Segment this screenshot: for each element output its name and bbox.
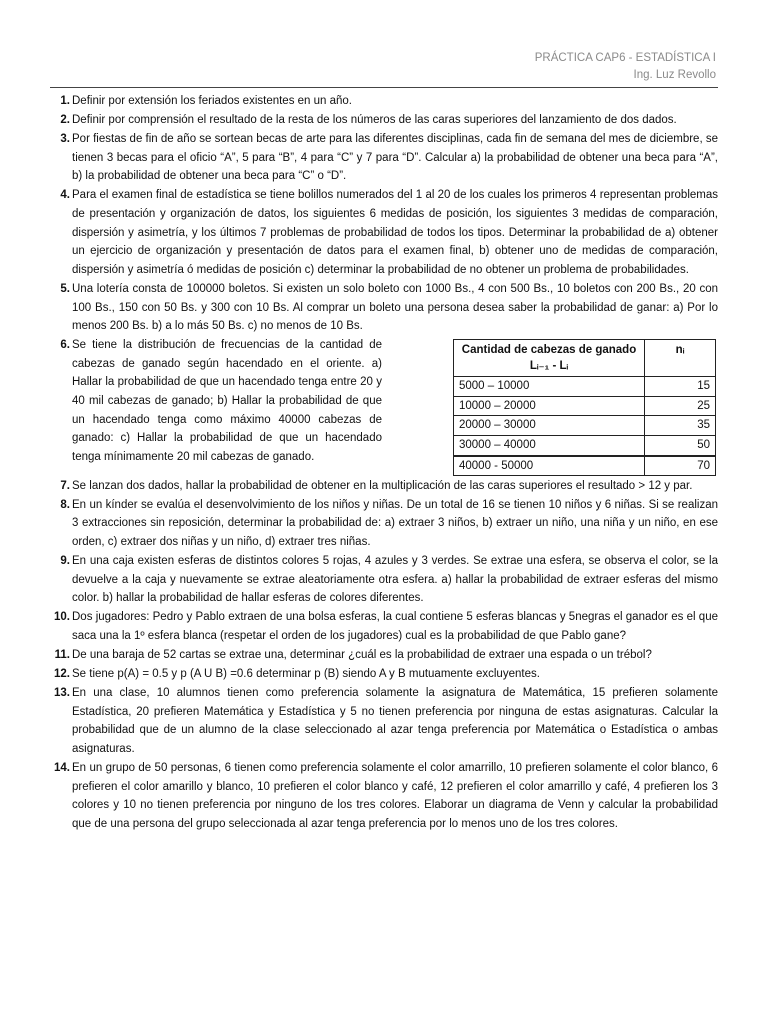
document-header (535, 50, 716, 84)
question-number: 11. (54, 649, 70, 662)
question-number: 4. (60, 189, 70, 202)
question-number: 1. (60, 95, 70, 107)
table-cell-range: 20000 – 30000 (454, 416, 645, 436)
question-1 (50, 92, 718, 111)
question-6-layout (72, 336, 718, 476)
table-row (454, 456, 716, 476)
frequency-table (453, 339, 716, 476)
question-text: Para el examen final de estadística se tiene bolillos numerados del 1 al 20 de los cuales los primeros 4 representan problemas de presentación y organización de datos, los siguientes 6 medidas de posición, los siguientes 3 medidas de comparación, dispersión y asimetría, y los últimos 7 problemas de probabilidad de todos los tipos. Determinar la probabilidad de a) obtener un ejercicio de organización y presentación de datos para el examen final, b) obtener uno de medidas de comparación, dispersión y asimetría ó medidas de posición c) determinar la probabilidad de no obtener un problema de probabilidades. (72, 189, 718, 276)
question-6 (50, 336, 718, 476)
table-cell-frequency: 70 (645, 456, 716, 476)
question-10 (50, 608, 718, 645)
table-row (454, 396, 716, 416)
question-text: En un kínder se evalúa el desenvolvimiento de los niños y niñas. De un total de 16 se tienen 10 niños y 6 niñas. Si se realizan 3 extracciones sin reposición, determinar la probabilidad de: a) extraer 3 niños, b) extraer un niño, una niña y un niño, en ese orden, c) extraer dos niñas y un niño, d) extraer tres niñas. (72, 498, 718, 548)
question-text: En una caja existen esferas de distintos colores 5 rojas, 4 azules y 3 verdes. Se extrae una esfera, se observa el color, se la devuelve a la caja y nuevamente se extrae aleatoriamente otra esfera. a) hallar la probabilidad de extraer esferas del mismo color. b) hallar la probabilidad de hallar esferas de colores diferentes. (72, 555, 718, 605)
table-header-subtitle: Lᵢ₋₁ - Lᵢ (529, 360, 569, 373)
question-4 (50, 186, 718, 279)
question-text: Por fiestas de fin de año se sortean becas de arte para las diferentes disciplinas, cada fin de semana del mes de diciembre, se tienen 3 becas para el oficio “A”, 5 para “B”, 4 para “C” y 7 para “D”. Calcular a) la probabilidad de obtener una beca para “A”, b) la probabilidad de obtener una beca para “C” o “D”. (72, 133, 718, 183)
table-header-row (454, 340, 716, 377)
table-header-range (454, 340, 645, 377)
question-14 (50, 759, 718, 833)
question-text: Definir por extensión los feriados existentes en un año. (72, 95, 352, 107)
question-text: Definir por comprensión el resultado de la resta de los números de las caras superiores del lanzamiento de dos dados. (72, 114, 677, 127)
question-text: Dos jugadores: Pedro y Pablo extraen de una bolsa esferas, la cual contiene 5 esferas blancas y 5negras el ganador es el que saca una la 1º esfera blanca (respetar el orden de los jugadores) cual es la probabilidad de que Pablo gane? (72, 611, 718, 642)
question-text: De una baraja de 52 cartas se extrae una, determinar ¿cuál es la probabilidad de extraer una espada o un trébol? (72, 649, 652, 662)
question-number: 6. (60, 339, 70, 352)
question-number: 7. (60, 479, 70, 492)
table-row (454, 436, 716, 456)
question-number: 13. (54, 687, 70, 700)
question-8 (50, 496, 718, 552)
table-cell-frequency: 15 (645, 377, 716, 397)
question-3 (50, 130, 718, 186)
question-number: 2. (60, 114, 70, 127)
table-row (454, 416, 716, 436)
question-list (50, 92, 718, 833)
question-number: 5. (60, 282, 70, 295)
course-title: PRÁCTICA CAP6 - ESTADÍSTICA I (534, 52, 716, 64)
question-number: 14. (54, 762, 70, 775)
question-text: Se lanzan dos dados, hallar la probabilidad de obtener en la multiplicación de las caras superiores el resultado > 12 y par. (72, 479, 693, 492)
question-text: Una lotería consta de 100000 boletos. Si existen un solo boleto con 1000 Bs., 4 con 500 Bs., 10 boletos con 200 Bs., 20 con 100 Bs., 150 con 50 Bs. y 300 con 10 Bs. Al comprar un boleto una persona desea saber la probabilidad de ganar: a) Por lo menos 200 Bs. b) a lo más 50 Bs. c) no menos de 10 Bs. (72, 282, 718, 333)
question-11 (50, 646, 718, 665)
question-9 (50, 552, 718, 608)
table-row (454, 377, 716, 397)
table-cell-frequency: 25 (645, 396, 716, 416)
question-number: 8. (60, 498, 70, 511)
question-number: 10. (54, 611, 70, 624)
question-12 (50, 665, 718, 684)
question-13 (50, 684, 718, 758)
table-cell-frequency: 35 (645, 416, 716, 436)
question-text: En una clase, 10 alumnos tienen como preferencia solamente la asignatura de Matemática, 15 prefieren solamente Estadística, 20 prefieren Matemática y Estadística y 5 no tienen preferencia por ninguna de estas asignaturas. Calcular la probabilidad que de un alumno de la clase seleccionado al azar tenga preferencia por Matemática o Estadística o ambas asignaturas. (72, 687, 718, 755)
question-5 (50, 280, 718, 336)
question-number: 3. (60, 133, 70, 146)
question-list-container (50, 92, 718, 834)
instructor-name: Ing. Luz Revollo (633, 69, 716, 81)
question-2 (50, 111, 718, 130)
question-number: 12. (54, 668, 70, 681)
table-cell-range: 5000 – 10000 (454, 377, 645, 397)
table-cell-frequency: 50 (645, 436, 716, 456)
question-number: 9. (60, 555, 70, 568)
table-header-title: Cantidad de cabezas de ganado (461, 344, 637, 357)
question-text: Se tiene la distribución de frecuencias de la cantidad de cabezas de ganado según hacendado en el oriente. a) Hallar la probabilidad de que un hacendado tenga entre 20 y 40 mil cabezas de ganado; b) Hallar la probabilidad de que un hacendado tenga como máximo 40000 cabezas de ganado: c) Hallar la probabilidad de que un hacendado tenga mínimamente 20 mil cabezas de ganado. (72, 339, 382, 463)
table-cell-range: 10000 – 20000 (454, 396, 645, 416)
table-cell-range: 40000 - 50000 (454, 456, 645, 476)
table-header-frequency: nᵢ (645, 340, 716, 377)
question-7 (50, 477, 718, 496)
question-text: Se tiene p(A) = 0.5 y p (A U B) =0.6 determinar p (B) siendo A y B mutuamente excluyentes. (72, 668, 540, 681)
table-cell-range: 30000 – 40000 (454, 436, 645, 456)
question-text: En un grupo de 50 personas, 6 tienen como preferencia solamente el color amarrillo, 10 prefieren solamente el color blanco, 6 prefieren el color amarillo y blanco, 10 prefieren el color blanco y café, 12 prefieren el color amarrillo y café, 4 prefieren los 3 colores y 10 no tienen preferencia por ninguno de los tres colores. Elaborar un diagrama de Venn y calcular la probabilidad que de una persona del grupo seleccionada al azar tenga preferencia por lo menos uno de los tres colores. (72, 762, 718, 830)
header-divider (50, 87, 718, 88)
